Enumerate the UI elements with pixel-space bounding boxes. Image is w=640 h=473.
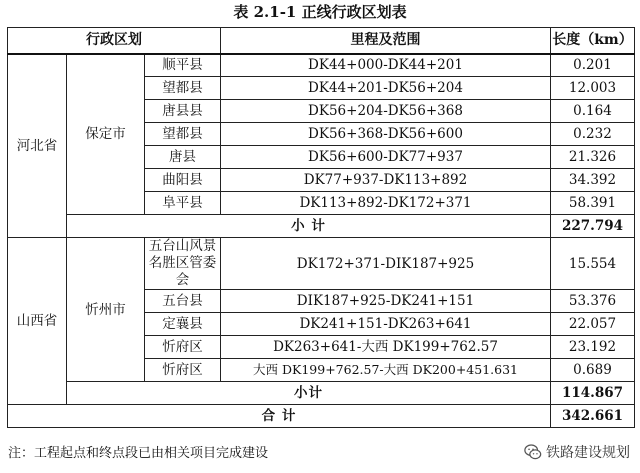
total-label: 合 计 (8, 405, 551, 428)
subtotal-value: 227.794 (551, 215, 635, 238)
range-cell: 大西 DK199+762.57-大西 DK200+451.631 (221, 359, 551, 382)
city-xinzhou: 忻州市 (67, 238, 145, 382)
table-row (8, 238, 635, 290)
range-cell: DK56+368-DK56+600 (221, 123, 551, 146)
range-cell: DK172+371-DIK187+925 (221, 238, 551, 290)
county-cell: 定襄县 (145, 313, 221, 336)
range-cell: DK77+937-DK113+892 (221, 169, 551, 192)
table-row (8, 54, 635, 77)
route-division-table (7, 27, 635, 428)
county-cell: 五台县 (145, 290, 221, 313)
header-row (8, 28, 635, 54)
county-cell: 望都县 (145, 123, 221, 146)
total-row (8, 405, 635, 428)
length-cell: 34.392 (551, 169, 635, 192)
length-cell: 53.376 (551, 290, 635, 313)
range-cell: DIK187+925-DK241+151 (221, 290, 551, 313)
county-cell: 曲阳县 (145, 169, 221, 192)
range-cell: DK44+201-DK56+204 (221, 77, 551, 100)
watermark (524, 442, 630, 462)
county-cell: 望都县 (145, 77, 221, 100)
length-cell: 0.201 (551, 54, 635, 77)
wechat-icon (524, 443, 542, 461)
length-cell: 0.689 (551, 359, 635, 382)
range-cell: DK113+892-DK172+371 (221, 192, 551, 215)
range-cell: DK241+151-DK263+641 (221, 313, 551, 336)
range-cell: DK56+600-DK77+937 (221, 146, 551, 169)
watermark-text: 铁路建设规划 (546, 445, 630, 461)
length-cell: 21.326 (551, 146, 635, 169)
range-cell: DK56+204-DK56+368 (221, 100, 551, 123)
county-cell: 忻府区 (145, 336, 221, 359)
city-baoding: 保定市 (67, 54, 145, 215)
county-cell: 唐县 (145, 146, 221, 169)
range-cell: DK263+641-大西 DK199+762.57 (221, 336, 551, 359)
length-cell: 0.164 (551, 100, 635, 123)
county-cell: 忻府区 (145, 359, 221, 382)
header-length: 长度（km） (551, 28, 635, 54)
length-cell: 23.192 (551, 336, 635, 359)
length-cell: 22.057 (551, 313, 635, 336)
subtotal-row-hebei (8, 215, 635, 238)
length-cell: 12.003 (551, 77, 635, 100)
header-region: 行政区划 (8, 28, 221, 54)
length-cell: 0.232 (551, 123, 635, 146)
county-cell: 五台山风景名胜区管委会 (145, 238, 221, 290)
county-cell: 顺平县 (145, 54, 221, 77)
table-caption: 表 2.1-1 正线行政区划表 (233, 3, 407, 21)
length-cell: 15.554 (551, 238, 635, 290)
table-note: 注：工程起点和终点段已由相关项目完成建设 (8, 446, 269, 461)
province-shanxi: 山西省 (8, 238, 67, 405)
range-cell: DK44+000-DK44+201 (221, 54, 551, 77)
total-value: 342.661 (551, 405, 635, 428)
subtotal-label: 小计 (67, 382, 551, 405)
subtotal-label: 小 计 (67, 215, 551, 238)
length-cell: 58.391 (551, 192, 635, 215)
header-range: 里程及范围 (221, 28, 551, 54)
county-cell: 唐县县 (145, 100, 221, 123)
province-hebei: 河北省 (8, 54, 67, 238)
subtotal-value: 114.867 (551, 382, 635, 405)
county-cell: 阜平县 (145, 192, 221, 215)
subtotal-row-shanxi (8, 382, 635, 405)
